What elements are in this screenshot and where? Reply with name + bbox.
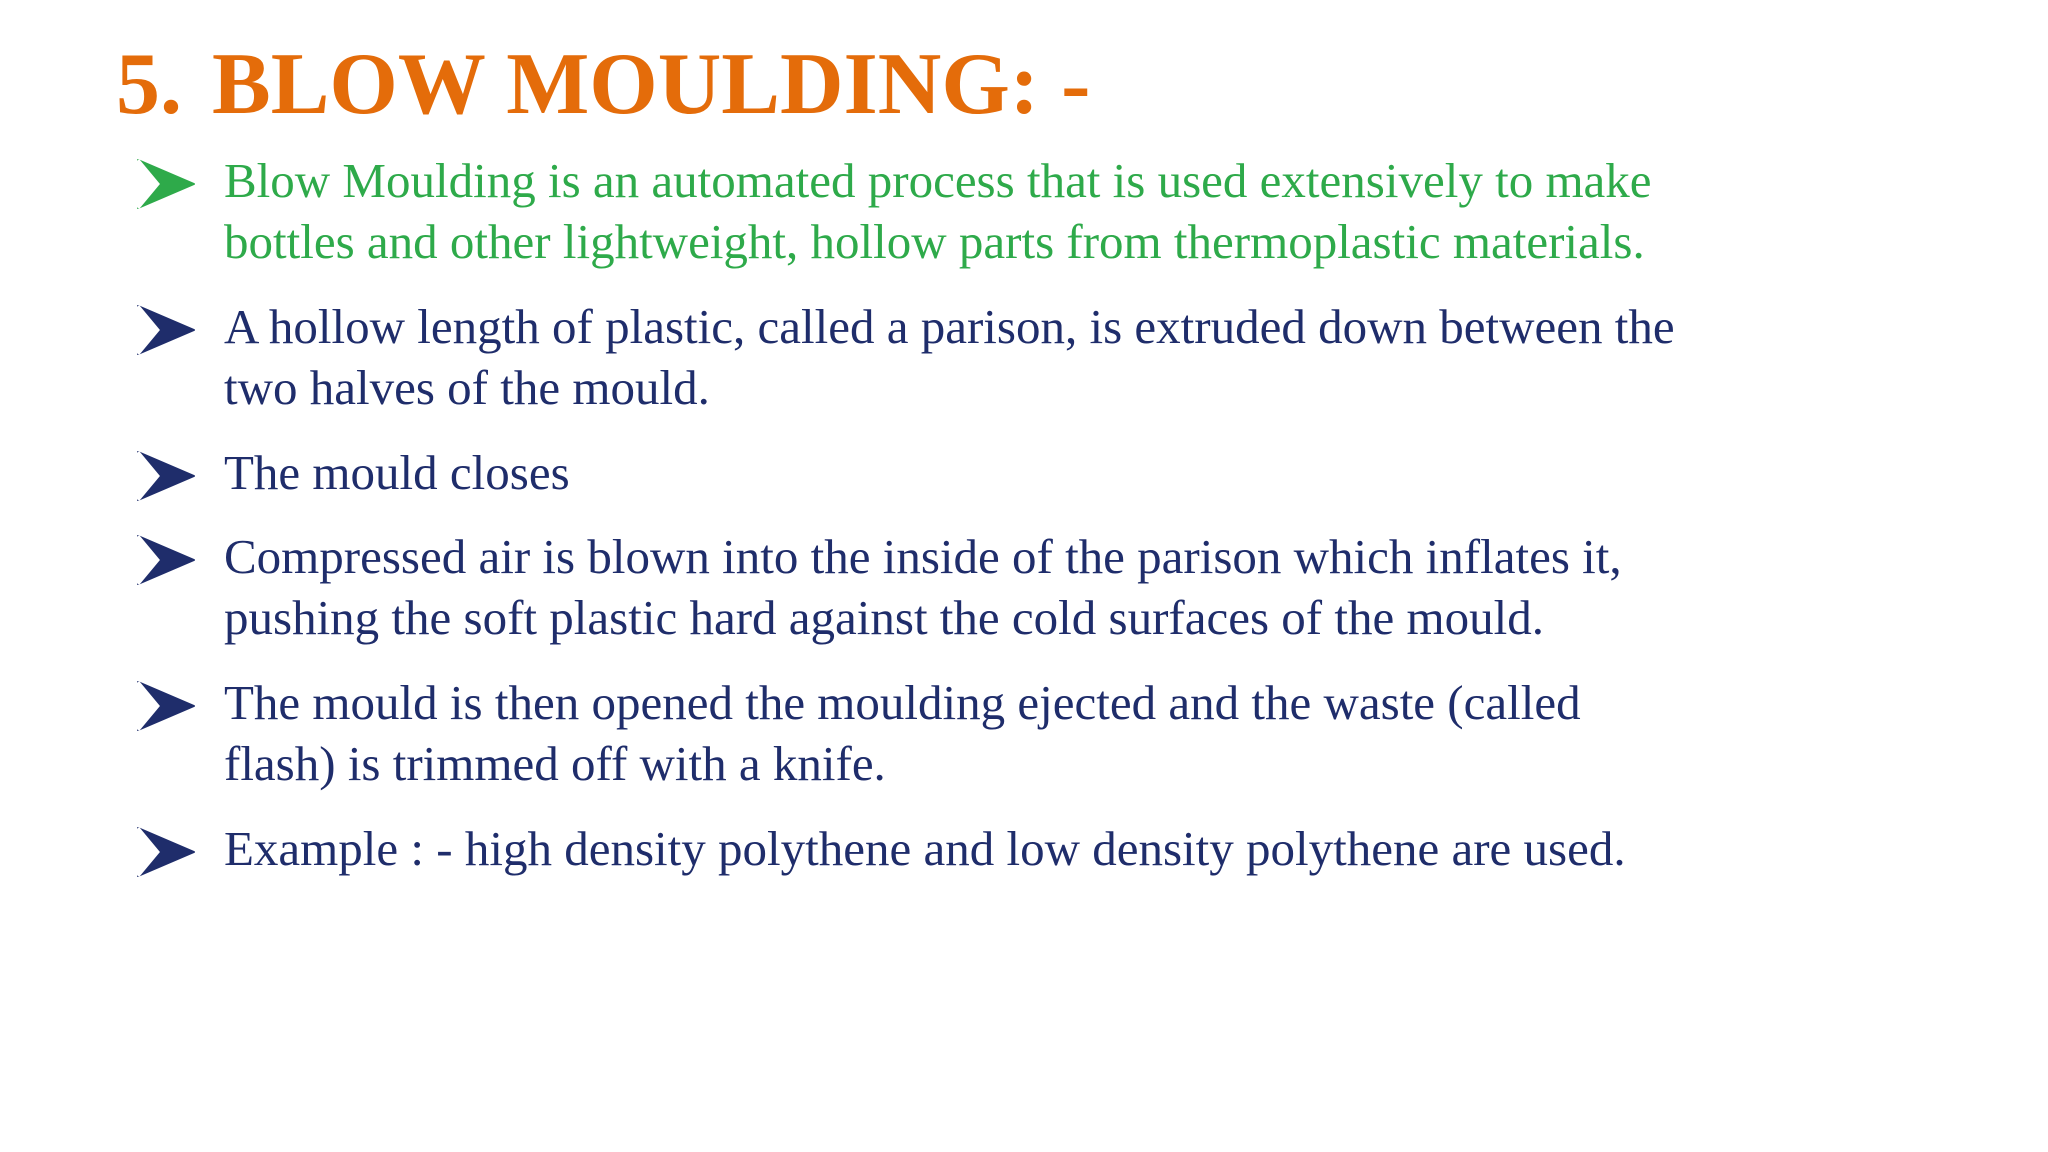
title-text: BLOW MOULDING: - [212, 36, 1091, 133]
bullet-line: The mould closes [224, 445, 570, 500]
bullet-text [224, 150, 1904, 272]
bullet-line: Blow Moulding is an automated process that is used extensively to make [224, 153, 1652, 208]
bullet-line: Example : - high density polythene and low density polythene are used. [224, 821, 1626, 876]
arrow-bullet-icon [136, 450, 196, 502]
bullet-text [224, 526, 1904, 648]
title-number: 5. [116, 36, 182, 133]
arrow-bullet-icon [136, 534, 196, 586]
arrow-bullet-icon [136, 304, 196, 356]
bullet-text [224, 296, 1904, 418]
bullet-text [224, 442, 1904, 503]
bullet-text [224, 672, 1904, 794]
bullet-line: The mould is then opened the moulding ejected and the waste (called [224, 675, 1581, 730]
arrow-bullet-icon [136, 680, 196, 732]
bullet-line: flash) is trimmed off with a knife. [224, 736, 886, 791]
bullet-line: A hollow length of plastic, called a parison, is extruded down between the [224, 299, 1675, 354]
arrow-bullet-icon [136, 158, 196, 210]
bullet-text [224, 818, 1904, 879]
bullet-line: Compressed air is blown into the inside of the parison which inflates it, [224, 529, 1622, 584]
bullet-line: two halves of the mould. [224, 360, 710, 415]
bullet-line: pushing the soft plastic hard against the cold surfaces of the mould. [224, 590, 1544, 645]
slide-title [116, 30, 1090, 140]
bullet-line: bottles and other lightweight, hollow parts from thermoplastic materials. [224, 214, 1645, 269]
arrow-bullet-icon [136, 826, 196, 878]
